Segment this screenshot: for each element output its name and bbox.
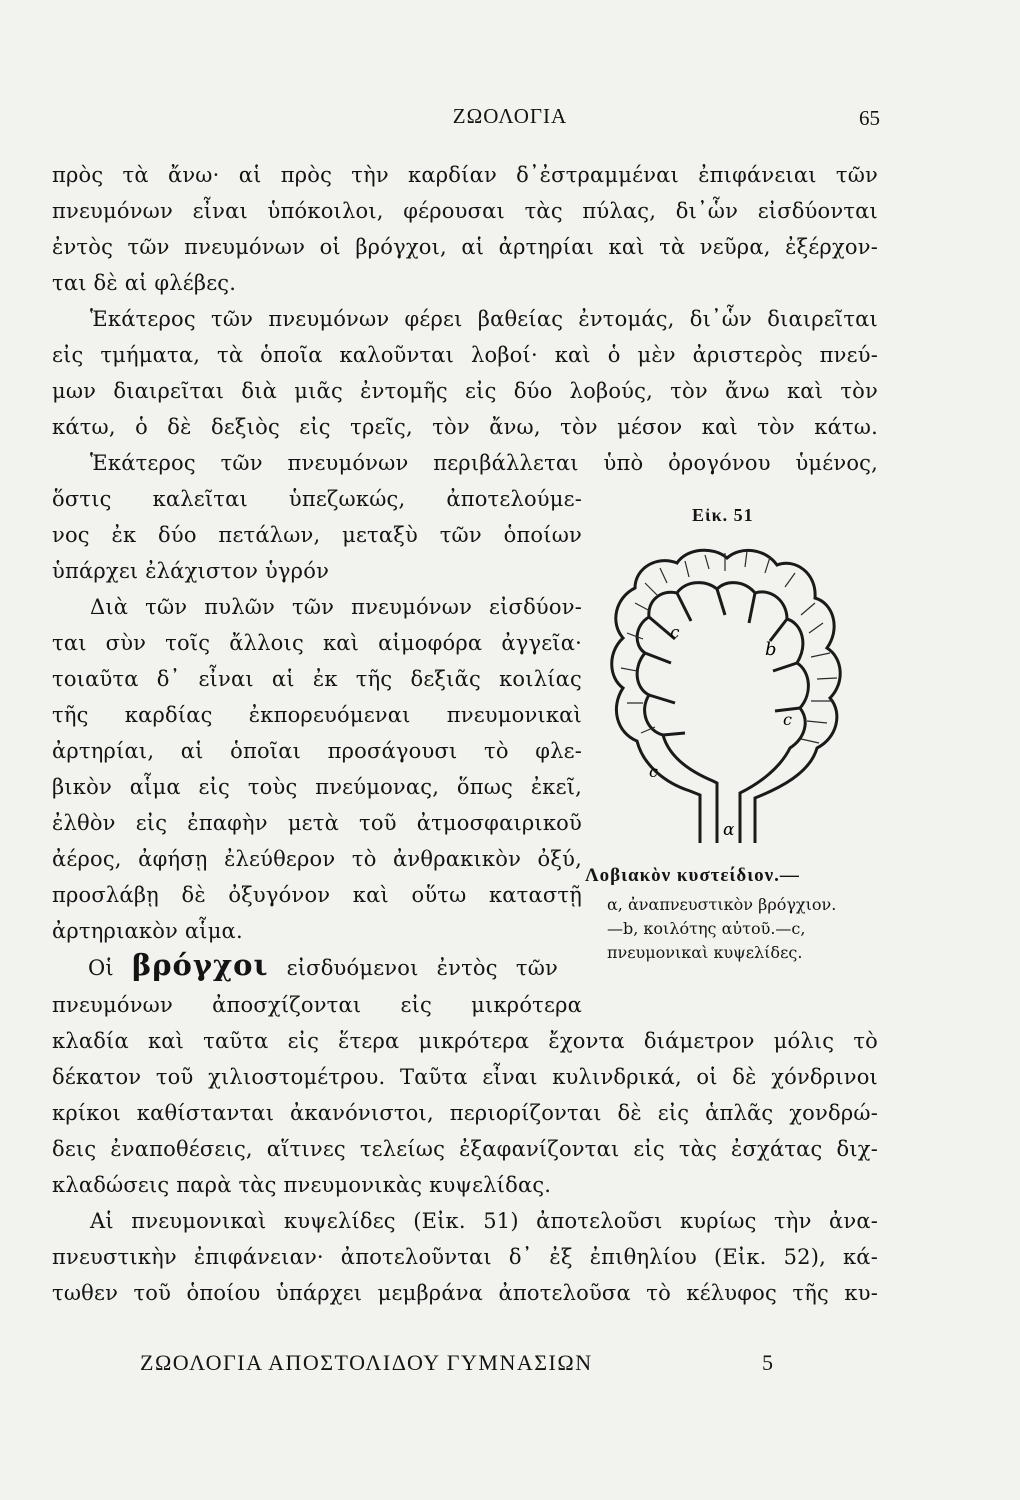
running-title: ΖΩΟΛΟΓΙΑ	[452, 104, 568, 128]
text-line: δέκατον τοῦ χιλιοστομέτρου. Ταῦτα εἶναι κυλινδρικά, οἱ δὲ χόνδρινοι	[52, 1065, 878, 1089]
text-line: ὑπάρχει ἐλάχιστον ὑγρόν	[52, 559, 330, 583]
text-line: Ἑκάτερος τῶν πνευμόνων φέρει βαθείας ἐντομάς, δι᾽ὧν διαιρεῖται	[90, 307, 878, 331]
bronchoi-term: βρόγχοι	[132, 948, 269, 982]
lobular-vesicle-drawing	[605, 543, 845, 853]
figure-label: Εἰκ. 51	[692, 505, 754, 525]
text-line: κλαδώσεις παρὰ τὰς πνευμονικὰς κυψελίδας.	[52, 1173, 552, 1197]
text-line: ἐλθὸν εἰς ἐπαφὴν μετὰ τοῦ ἀτμοσφαιρικοῦ	[52, 811, 582, 835]
bronchoi-prefix: Οἱ	[88, 956, 114, 980]
text-line: ἀέρος, ἀφήσῃ ἐλεύθερον τὸ ἀνθρακικὸν ὀξύ,	[52, 847, 582, 871]
letter-c-lower-left: c	[649, 762, 658, 781]
text-line: νος ἐκ δύο πετάλων, μεταξὺ τῶν ὁποίων	[52, 523, 582, 547]
text-line-bronchoi	[88, 950, 558, 983]
text-line: πρὸς τὰ ἄνω· αἱ πρὸς τὴν καρδίαν δ᾽ἐστραμμέναι ἐπιφάνειαι τῶν	[52, 163, 878, 187]
text-line: Αἱ πνευμονικαὶ κυψελίδες (Εἰκ. 51) ἀποτελοῦσι κυρίως τὴν ἀνα-	[90, 1209, 878, 1233]
figure-51	[585, 505, 885, 965]
text-line: τωθεν τοῦ ὁποίου ὑπάρχει μεμβράνα ἀποτελοῦσα τὸ κέλυφος τῆς κυ-	[52, 1281, 878, 1305]
text-line: ται σὺν τοῖς ἄλλοις καὶ αἱμοφόρα ἀγγεῖα·	[52, 631, 582, 655]
text-line: εἰς τμήματα, τὰ ὁποῖα καλοῦνται λοβοί· καὶ ὁ μὲν ἀριστερὸς πνεύ-	[52, 343, 878, 367]
text-line: κρίκοι καθίστανται ἀκανόνιστοι, περιορίζονται δὲ εἰς ἁπλᾶς χονδρώ-	[52, 1101, 878, 1125]
signature-number: 5	[762, 1350, 773, 1375]
text-line: τοιαῦτα δ᾽ εἶναι αἱ ἐκ τῆς δεξιᾶς κοιλίας	[52, 667, 582, 691]
text-line: δεις ἐναποθέσεις, αἵτινες τελείως ἐξαφανίζονται εἰς τὰς ἐσχάτας διχ-	[52, 1137, 878, 1161]
text-line: πνευμόνων εἶναι ὑπόκοιλοι, φέρουσαι τὰς πύλας, δι᾽ὧν εἰσδύονται	[52, 199, 878, 223]
page-footer	[0, 1350, 1020, 1380]
text-line: τῆς καρδίας ἐκπορευόμεναι πνευμονικαὶ	[52, 703, 582, 727]
text-line: πνευστικὴν ἐπιφάνειαν· ἀποτελοῦνται δ᾽ ἐξ ἐπιθηλίου (Εἰκ. 52), κά-	[52, 1245, 878, 1269]
text-line: ται δὲ αἱ φλέβες.	[52, 271, 237, 295]
text-line: προσλάβῃ δὲ ὀξυγόνον καὶ οὕτω καταστῇ	[52, 883, 582, 907]
figure-caption-line: —b, κοιλότης αὐτοῦ.—c,	[607, 919, 806, 938]
figure-caption-line: α, ἀναπνευστικὸν βρόγχιον.	[607, 895, 837, 914]
text-line: ἀρτηριακὸν αἷμα.	[52, 919, 243, 943]
running-header	[0, 104, 1020, 134]
text-line: ὅστις καλεῖται ὑπεζωκώς, ἀποτελούμε-	[52, 487, 582, 511]
text-line: βικὸν αἷμα εἰς τοὺς πνεύμονας, ὅπως ἐκεῖ,	[52, 775, 582, 799]
text-line: κάτω, ὁ δὲ δεξιὸς εἰς τρεῖς, τὸν ἄνω, τὸν μέσον καὶ τὸν κάτω.	[52, 415, 878, 439]
bronchoi-rest: εἰσδυόμενοι ἐντὸς τῶν	[286, 956, 558, 980]
figure-caption-title: Λοβιακὸν κυστείδιον.—	[585, 865, 800, 886]
text-line: ἐντὸς τῶν πνευμόνων οἱ βρόγχοι, αἱ ἀρτηρίαι καὶ τὰ νεῦρα, ἐξέρχον-	[52, 235, 878, 259]
text-line: μων διαιρεῖται διὰ μιᾶς ἐντομῆς εἰς δύο λοβούς, τὸν ἄνω καὶ τὸν	[52, 379, 878, 403]
text-line: Ἑκάτερος τῶν πνευμόνων περιβάλλεται ὑπὸ ὀρογόνου ὑμένος,	[90, 451, 878, 475]
letter-b: b	[765, 639, 777, 660]
footer-text: ΖΩΟΛΟΓΙΑ ΑΠΟΣΤΟΛΙΔΟΥ ΓΥΜΝΑΣΙΩΝ	[140, 1350, 593, 1375]
text-line: πνευμόνων ἀποσχίζονται εἰς μικρότερα	[52, 993, 582, 1017]
page-number: 65	[859, 106, 880, 130]
letter-a: α	[723, 820, 735, 840]
text-line: ἀρτηρίαι, αἱ ὁποῖαι προσάγουσι τὸ φλε-	[52, 739, 582, 763]
letter-c-upper-left: c	[670, 623, 680, 643]
text-line: Διὰ τῶν πυλῶν τῶν πνευμόνων εἰσδύον-	[90, 595, 582, 619]
figure-caption-line: πνευμονικαὶ κυψελίδες.	[607, 943, 803, 962]
letter-c-right: c	[783, 710, 792, 729]
text-line: κλαδία καὶ ταῦτα εἰς ἕτερα μικρότερα ἔχοντα διάμετρον μόλις τὸ	[52, 1029, 878, 1053]
